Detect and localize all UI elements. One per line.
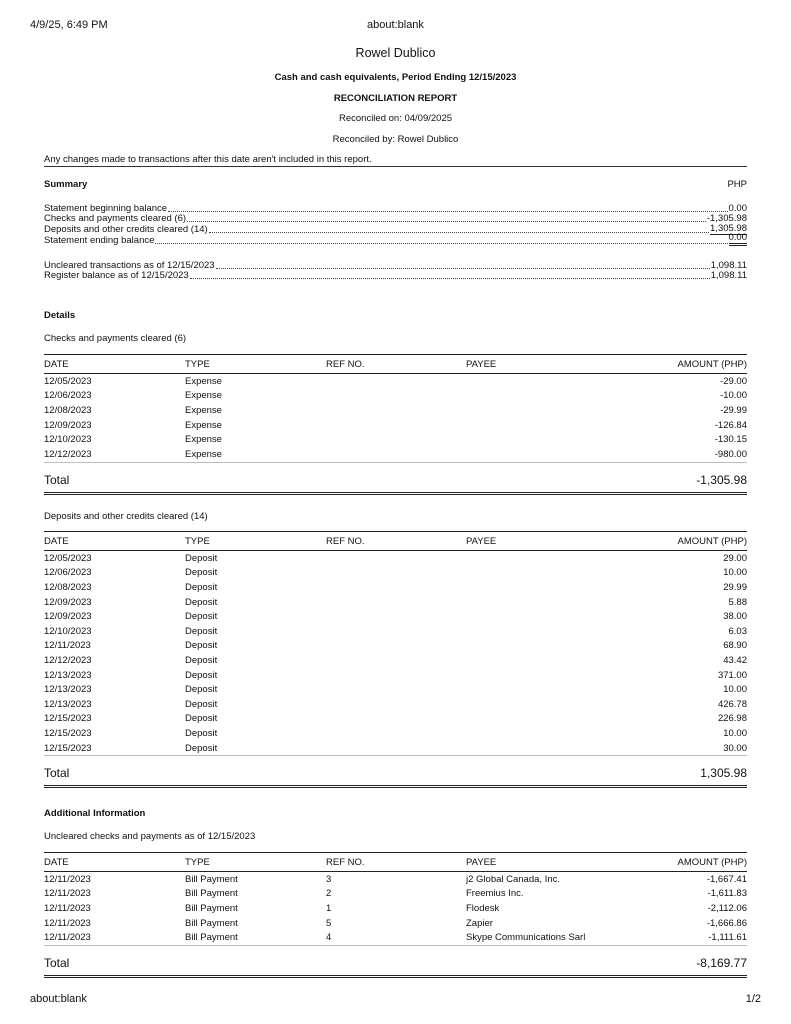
table-row xyxy=(44,930,747,945)
uncleared-section-title: Uncleared checks and payments as of 12/15/2023 xyxy=(44,831,256,842)
table-row xyxy=(44,403,747,418)
table-row xyxy=(44,418,747,433)
total-value: 1,305.98 xyxy=(700,766,747,780)
table-row xyxy=(44,726,747,741)
cell-amount: -1,111.61 xyxy=(606,930,747,945)
cell-type: Deposit xyxy=(185,552,218,564)
cell-date: 12/11/2023 xyxy=(44,888,91,900)
cell-payee xyxy=(466,580,606,595)
col-amount: AMOUNT (PHP) xyxy=(606,853,747,872)
cell-ref-no xyxy=(326,712,466,727)
print-page-title: about:blank xyxy=(367,19,424,31)
company-name: Rowel Dublico xyxy=(355,46,436,60)
cell-ref-no xyxy=(326,726,466,741)
cell-ref-no xyxy=(326,447,466,462)
table-row xyxy=(44,609,747,624)
cell-type: Expense xyxy=(185,390,222,402)
cell-date: 12/11/2023 xyxy=(44,930,185,945)
cell-payee xyxy=(466,609,606,624)
cell-payee xyxy=(466,418,606,433)
print-datetime: 4/9/25, 6:49 PM xyxy=(30,19,108,31)
cell-ref-no xyxy=(326,595,466,610)
deposits-total-row xyxy=(44,761,747,788)
cell-type: Deposit xyxy=(185,698,218,710)
cell-amount: 68.90 xyxy=(723,640,747,652)
table-row xyxy=(44,551,747,566)
uncleared-table-body xyxy=(44,872,747,946)
cell-type: Deposit xyxy=(185,640,218,652)
total-label: Total xyxy=(44,956,70,970)
summary-row xyxy=(44,232,747,246)
cell-ref-no xyxy=(326,639,466,654)
cell-payee xyxy=(466,624,606,639)
cell-ref-no xyxy=(326,551,466,566)
cell-type: Deposit xyxy=(185,654,218,666)
summary-label: Statement ending balance xyxy=(44,235,155,246)
deposits-section-title: Deposits and other credits cleared (14) xyxy=(44,511,208,522)
cell-amount: 5.88 xyxy=(728,596,747,608)
cell-amount: 10.00 xyxy=(723,684,747,696)
leader-dots xyxy=(216,268,710,269)
cell-type: Deposit xyxy=(185,684,218,696)
leader-dots xyxy=(209,232,709,233)
cell-date: 12/08/2023 xyxy=(44,581,92,593)
cell-date: 12/12/2023 xyxy=(44,447,185,462)
cell-payee xyxy=(466,447,606,462)
summary-row xyxy=(44,224,747,235)
col-ref-no: REF NO. xyxy=(326,532,466,551)
cell-ref-no xyxy=(326,682,466,697)
cell-amount: -1,666.86 xyxy=(706,917,747,929)
table-header-row xyxy=(44,355,747,374)
cell-date: 12/11/2023 xyxy=(44,873,91,885)
cell-type: Bill Payment xyxy=(185,888,238,900)
cell-amount: -1,611.83 xyxy=(707,888,747,900)
uncleared-total-row xyxy=(44,951,747,978)
cell-payee xyxy=(466,403,606,418)
cell-payee xyxy=(466,741,606,756)
total-value: -8,169.77 xyxy=(696,956,747,970)
cell-type: Deposit xyxy=(185,741,326,756)
cell-ref-no xyxy=(326,389,466,404)
cell-ref-no xyxy=(326,432,466,447)
col-date: DATE xyxy=(44,355,185,374)
table-row xyxy=(44,595,747,610)
cell-ref-no xyxy=(326,374,466,389)
table-row xyxy=(44,624,747,639)
deposits-table-body xyxy=(44,551,747,756)
cell-amount: 6.03 xyxy=(728,625,747,637)
col-date: DATE xyxy=(44,532,185,551)
cell-payee: Freemius Inc. xyxy=(466,888,524,900)
table-row xyxy=(44,389,747,404)
col-ref-no: REF NO. xyxy=(326,355,466,374)
table-header-row xyxy=(44,853,747,872)
cell-amount: -29.00 xyxy=(720,375,747,387)
cell-payee xyxy=(466,566,606,581)
cell-ref-no xyxy=(326,697,466,712)
details-heading: Details xyxy=(44,310,76,321)
cell-payee xyxy=(466,682,606,697)
cell-amount: 371.00 xyxy=(717,669,747,681)
leader-dots xyxy=(168,211,727,212)
table-row xyxy=(44,432,747,447)
cell-amount: -10.00 xyxy=(720,390,747,402)
cell-ref-no: 2 xyxy=(326,888,332,900)
cell-type: Deposit xyxy=(185,625,218,637)
summary-label: Register balance as of 12/15/2023 xyxy=(44,270,189,281)
cell-date: 12/08/2023 xyxy=(44,404,92,416)
cell-date: 12/15/2023 xyxy=(44,741,185,756)
summary-value: 0.00 xyxy=(728,203,747,214)
col-type: TYPE xyxy=(185,355,326,374)
cell-type: Deposit xyxy=(185,727,218,739)
cell-amount: 29.99 xyxy=(723,581,747,593)
reconciled-by: Reconciled by: Rowel Dublico xyxy=(332,134,459,145)
summary-heading: Summary xyxy=(44,179,88,190)
cell-type: Deposit xyxy=(185,567,218,579)
cell-ref-no xyxy=(326,403,466,418)
cell-date: 12/13/2023 xyxy=(44,698,92,710)
cell-payee xyxy=(466,639,606,654)
cell-payee: Flodesk xyxy=(466,902,500,914)
summary-value: 1,305.98 xyxy=(710,223,747,234)
col-type: TYPE xyxy=(185,532,326,551)
table-row xyxy=(44,668,747,683)
cell-ref-no xyxy=(326,668,466,683)
leader-dots xyxy=(187,221,706,222)
cell-payee xyxy=(466,726,606,741)
cell-type: Bill Payment xyxy=(185,873,238,885)
cell-date: 12/11/2023 xyxy=(44,917,91,929)
cell-amount: 426.78 xyxy=(717,698,747,710)
cell-amount: -980.00 xyxy=(606,447,747,462)
cell-ref-no xyxy=(326,580,466,595)
table-row xyxy=(44,916,747,931)
cell-date: 12/15/2023 xyxy=(44,727,92,739)
table-row xyxy=(44,447,747,462)
cell-type: Bill Payment xyxy=(185,902,238,914)
cell-ref-no: 4 xyxy=(326,930,466,945)
col-type: TYPE xyxy=(185,853,326,872)
table-row xyxy=(44,580,747,595)
leader-dots xyxy=(155,243,727,244)
print-footer-url: about:blank xyxy=(30,993,87,1005)
cell-payee xyxy=(466,374,606,389)
cell-amount: 226.98 xyxy=(717,713,747,725)
cell-ref-no xyxy=(326,653,466,668)
col-ref-no: REF NO. xyxy=(326,853,466,872)
summary-value: -1,305.98 xyxy=(706,213,747,224)
report-notice: Any changes made to transactions after this date aren't included in this report. xyxy=(44,154,747,167)
cell-payee: Zapier xyxy=(466,917,493,929)
table-row xyxy=(44,712,747,727)
cell-payee xyxy=(466,551,606,566)
cell-amount: 30.00 xyxy=(606,741,747,756)
cell-payee: Skype Communications Sarl xyxy=(466,930,606,945)
cell-payee xyxy=(466,389,606,404)
cell-amount: -130.15 xyxy=(714,434,747,446)
cell-date: 12/05/2023 xyxy=(44,375,92,387)
cell-date: 12/12/2023 xyxy=(44,654,92,666)
print-page-number: 1/2 xyxy=(745,993,761,1005)
col-payee: PAYEE xyxy=(466,355,606,374)
cell-date: 12/06/2023 xyxy=(44,567,92,579)
cell-payee xyxy=(466,668,606,683)
table-row xyxy=(44,901,747,916)
cell-ref-no: 3 xyxy=(326,873,332,885)
summary-label: Uncleared transactions as of 12/15/2023 xyxy=(44,260,215,271)
total-label: Total xyxy=(44,766,70,780)
table-row xyxy=(44,887,747,902)
cell-type: Expense xyxy=(185,375,222,387)
checks-section-title: Checks and payments cleared (6) xyxy=(44,333,187,344)
col-amount: AMOUNT (PHP) xyxy=(606,532,747,551)
cell-type: Bill Payment xyxy=(185,930,326,945)
deposits-table xyxy=(44,531,747,756)
cell-ref-no: 1 xyxy=(326,902,332,914)
table-row xyxy=(44,653,747,668)
cell-date: 12/05/2023 xyxy=(44,552,92,564)
summary-label: Checks and payments cleared (6) xyxy=(44,213,187,224)
cell-date: 12/06/2023 xyxy=(44,390,92,402)
cell-ref-no xyxy=(326,566,466,581)
cell-amount: 43.42 xyxy=(723,654,747,666)
summary-label: Statement beginning balance xyxy=(44,203,168,214)
cell-date: 12/09/2023 xyxy=(44,611,92,623)
cell-amount: -2,112.06 xyxy=(707,902,747,914)
additional-info-heading: Additional Information xyxy=(44,808,146,819)
col-amount: AMOUNT (PHP) xyxy=(606,355,747,374)
cell-date: 12/13/2023 xyxy=(44,669,92,681)
cell-date: 12/11/2023 xyxy=(44,640,91,652)
cell-amount: 10.00 xyxy=(723,727,747,739)
cell-type: Deposit xyxy=(185,713,218,725)
col-payee: PAYEE xyxy=(466,853,606,872)
table-header-row xyxy=(44,532,747,551)
cell-amount: -29.99 xyxy=(720,404,747,416)
cell-date: 12/15/2023 xyxy=(44,713,92,725)
cell-date: 12/13/2023 xyxy=(44,684,92,696)
cell-type: Deposit xyxy=(185,596,218,608)
summary-currency: PHP xyxy=(727,179,747,190)
cell-payee: j2 Global Canada, Inc. xyxy=(466,873,561,885)
cell-amount: -1,667.41 xyxy=(706,873,747,885)
cell-amount: 10.00 xyxy=(723,567,747,579)
report-subtitle: Cash and cash equivalents, Period Ending 12/15/2023 xyxy=(274,72,517,83)
cell-ref-no xyxy=(326,624,466,639)
checks-table-body xyxy=(44,374,747,463)
cell-payee xyxy=(466,712,606,727)
table-row xyxy=(44,566,747,581)
cell-date: 12/11/2023 xyxy=(44,902,91,914)
cell-type: Expense xyxy=(185,404,222,416)
cell-date: 12/10/2023 xyxy=(44,625,92,637)
table-row xyxy=(44,872,747,887)
cell-amount: -126.84 xyxy=(714,419,747,431)
cell-type: Deposit xyxy=(185,611,218,623)
cell-type: Expense xyxy=(185,419,222,431)
cell-payee xyxy=(466,432,606,447)
summary-label: Deposits and other credits cleared (14) xyxy=(44,224,208,235)
cell-payee xyxy=(466,595,606,610)
leader-dots xyxy=(190,278,710,279)
summary-value: 1,098.11 xyxy=(710,260,747,271)
cell-payee xyxy=(466,697,606,712)
cell-type: Expense xyxy=(185,447,326,462)
cell-date: 12/10/2023 xyxy=(44,434,92,446)
summary-row xyxy=(44,270,747,281)
table-row xyxy=(44,374,747,389)
total-label: Total xyxy=(44,473,70,487)
report-title: RECONCILIATION REPORT xyxy=(333,93,458,104)
col-date: DATE xyxy=(44,853,185,872)
summary-row xyxy=(44,213,747,224)
cell-payee xyxy=(466,653,606,668)
cell-type: Expense xyxy=(185,434,222,446)
cell-amount: 29.00 xyxy=(723,552,747,564)
table-row xyxy=(44,639,747,654)
cell-date: 12/09/2023 xyxy=(44,596,92,608)
col-payee: PAYEE xyxy=(466,532,606,551)
summary-value: 0.00 xyxy=(729,232,748,246)
checks-total-row xyxy=(44,468,747,495)
table-row xyxy=(44,697,747,712)
cell-type: Deposit xyxy=(185,669,218,681)
checks-table xyxy=(44,354,747,463)
cell-ref-no xyxy=(326,609,466,624)
cell-ref-no xyxy=(326,418,466,433)
cell-type: Deposit xyxy=(185,581,218,593)
cell-type: Bill Payment xyxy=(185,917,238,929)
cell-amount: 38.00 xyxy=(723,611,747,623)
uncleared-table xyxy=(44,852,747,946)
reconciled-on: Reconciled on: 04/09/2025 xyxy=(338,113,453,124)
cell-date: 12/09/2023 xyxy=(44,419,92,431)
summary-value: 1,098.11 xyxy=(710,270,747,281)
cell-ref-no xyxy=(326,741,466,756)
table-row xyxy=(44,741,747,756)
table-row xyxy=(44,682,747,697)
cell-ref-no: 5 xyxy=(326,917,332,929)
total-value: -1,305.98 xyxy=(696,473,747,487)
